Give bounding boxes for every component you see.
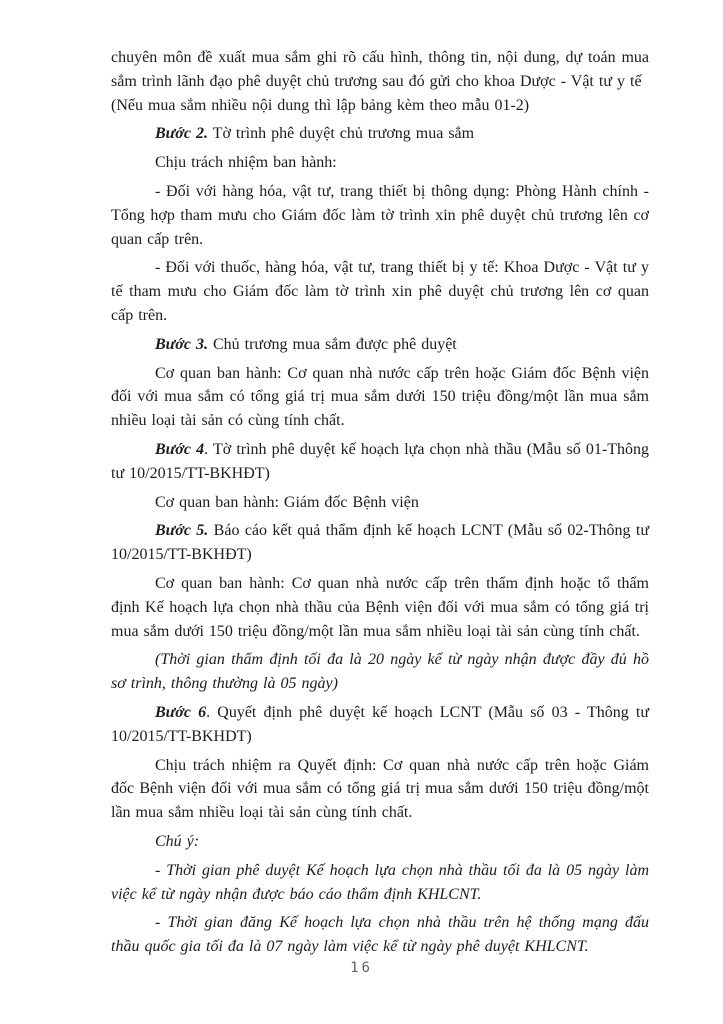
text-run: (Nếu mua sắm nhiều nội dung thì lập bảng kèm theo mẫu 01-2) [111, 96, 530, 114]
step-label: Bước 3. [155, 335, 208, 353]
page-number: 16 [350, 960, 373, 976]
text-run: Chủ trương mua sắm được phê duyệt [207, 335, 457, 353]
step-heading [111, 333, 649, 357]
italic-list-item-paragraph [111, 911, 649, 959]
document-body [111, 46, 649, 964]
note-paragraph [111, 94, 649, 118]
text-run: - Đối với thuốc, hàng hóa, vật tư, trang thiết bị y tế: Khoa Dược - Vật tư y tế tham mưu cho Giám đốc làm tờ trình xin phê duyệt chủ trương lên cơ quan cấp trên. [111, 259, 649, 324]
body-paragraph [111, 754, 649, 825]
step-heading [111, 438, 649, 486]
text-run: Cơ quan ban hành: Cơ quan nhà nước cấp trên thẩm định hoặc tổ thẩm định Kế hoạch lựa chọn nhà thầu của Bệnh viện đối với mua sắm có tổng giá trị mua sắm dưới 150 triệu đồng/một lần mua sắm nhiều loại tài sản cùng tính chất. [111, 574, 649, 640]
text-run: Báo cáo kết quả thẩm định kế hoạch LCNT (Mẫu số 02-Thông tư 10/2015/TT-BKHĐT) [111, 522, 649, 564]
text-run: Chịu trách nhiệm ban hành: [155, 154, 337, 172]
step-label: Bước 5. [155, 522, 209, 540]
text-run: - Thời gian đăng Kế hoạch lựa chọn nhà thầu trên hệ thống mạng đấu thầu quốc gia tối đa là 07 ngày làm việc kể từ ngày phê duyệt KHLCNT. [111, 914, 649, 956]
note-heading [111, 830, 649, 854]
body-paragraph [111, 362, 649, 433]
text-run: - Thời gian phê duyệt Kế hoạch lựa chọn nhà thầu tối đa là 05 ngày làm việc kể từ ngày nhận được báo cáo thẩm định KHLCNT. [111, 861, 649, 903]
body-paragraph [111, 151, 649, 175]
body-paragraph [111, 491, 649, 515]
italic-list-item-paragraph [111, 859, 649, 907]
step-heading [111, 519, 649, 567]
text-run: Tờ trình phê duyệt chủ trương mua sắm [207, 125, 475, 143]
body-continuation-paragraph [111, 46, 649, 94]
text-run: . Tờ trình phê duyệt kế hoạch lựa chọn nhà thầu (Mẫu số 01-Thông tư 10/2015/TT-BKHĐT) [111, 440, 649, 482]
text-run: - Đối với hàng hóa, vật tư, trang thiết bị thông dụng: Phòng Hành chính - Tổng hợp tham mưu cho Giám đốc làm tờ trình xin phê duyệt chủ trương lên cơ quan cấp trên. [111, 182, 649, 248]
text-run: Cơ quan ban hành: Giám đốc Bệnh viện [155, 493, 419, 511]
text-run: Chú ý: [155, 832, 200, 850]
text-run: Chịu trách nhiệm ra Quyết định: Cơ quan nhà nước cấp trên hoặc Giám đốc Bệnh viện đối với mua sắm có tổng giá trị mua sắm dưới 150 triệu đồng/một lần mua sắm nhiều loại tài sản cùng tính chất. [111, 756, 649, 822]
text-run: chuyên môn đề xuất mua sắm ghi rõ cấu hình, thông tin, nội dung, dự toán mua sắm trình lãnh đạo phê duyệt chủ trương sau đó gửi cho khoa Dược - Vật tư y tế [111, 49, 649, 90]
body-paragraph [111, 572, 649, 643]
italic-note-paragraph [111, 648, 649, 696]
list-item-paragraph [111, 256, 649, 327]
step-label: Bước 2. [155, 125, 208, 143]
text-run: Cơ quan ban hành: Cơ quan nhà nước cấp trên hoặc Giám đốc Bệnh viện đối với mua sắm có tổng giá trị mua sắm dưới 150 triệu đồng/một lần mua sắm nhiều loại tài sản có cùng tính chất. [111, 364, 649, 430]
step-label: Bước 6 [155, 703, 207, 721]
step-heading [111, 122, 649, 146]
text-run: . Quyết định phê duyệt kế hoạch LCNT (Mẫu số 03 - Thông tư 10/2015/TT-BKHDT) [111, 703, 649, 745]
step-heading [111, 701, 649, 749]
step-label: Bước 4 [155, 440, 205, 458]
text-run: (Thời gian thẩm định tối đa là 20 ngày kể từ ngày nhận được đầy đủ hồ sơ trình, thông thường là 05 ngày) [111, 651, 649, 693]
list-item-paragraph [111, 180, 649, 251]
